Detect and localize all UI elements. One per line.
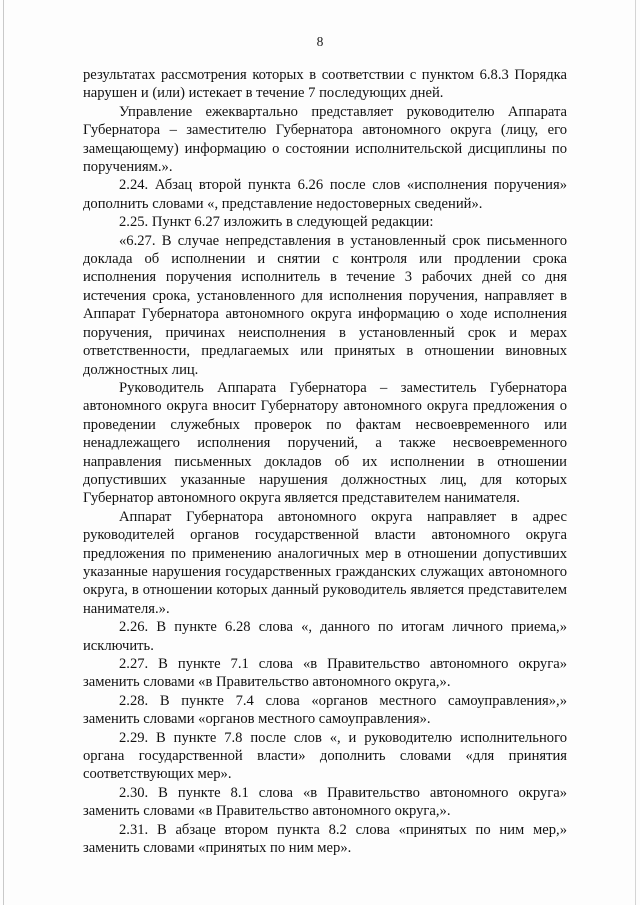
paragraph-head-of-apparatus: Руководитель Аппарата Губернатора – заместитель Губернатора автономного округа вносит Губернатору автономного округа предложения о проведении служебных проверок по фактам несвоевременного или ненадлежащего исполнения поручений, а также несвоевременного направления письменных докладов об их исполнении в отношении допустивших указанные нарушения должностных лиц, для которых Губернатор автономного округа является представителем нанимателя. xyxy=(83,379,567,507)
paragraph-2-30: 2.30. В пункте 8.1 слова «в Правительство автономного округа» заменить словами «в Правительство автономного округа,». xyxy=(83,784,567,820)
paragraph-apparatus-proposals: Аппарат Губернатора автономного округа направляет в адрес руководителей органов государственной власти автономного округа предложения по применению аналогичных мер в отношении допустивших указанные нарушения государственных гражданских служащих автономного округа, в отношении которых данный руководитель является представителем нанимателя.». xyxy=(83,508,567,617)
paragraph-2-24: 2.24. Абзац второй пункта 6.26 после слов «исполнения поручения» дополнить словами «, представление недостоверных сведений». xyxy=(83,177,567,212)
paragraph-2-27: 2.27. В пункте 7.1 слова «в Правительство автономного округа» заменить словами «в Правительство автономного округа,». xyxy=(83,656,567,691)
paragraph-6-27: «6.27. В случае непредставления в установленный срок письменного доклада об исполнении и снятии с контроля или продлении срока исполнения поручения исполнитель в течение 3 рабочих дней со дня истечения срока, установленного для исполнения поручения, направляет в Аппарат Губернатора автономного округа информацию о ходе исполнения поручения, причинах неисполнения в установленный срок и мерах ответственности, предлагаемых или принятых в отношении виновных должностных лиц. xyxy=(83,232,567,378)
paragraph-2-31: 2.31. В абзаце втором пункта 8.2 слова «принятых по ним мер,» заменить словами «принятых по ним мер». xyxy=(83,821,567,857)
paragraph-2-29: 2.29. В пункте 7.8 после слов «, и руководителю исполнительного органа государственной власти» дополнить словами «для принятия соответствующих мер». xyxy=(83,729,567,783)
paragraph-2-28: 2.28. В пункте 7.4 слова «органов местного самоуправления»,» заменить словами «органов местного самоуправления». xyxy=(83,692,567,728)
document-text xyxy=(83,66,567,857)
page-number: 8 xyxy=(316,34,324,49)
paragraph-2-25: 2.25. Пункт 6.27 изложить в следующей редакции: xyxy=(119,214,434,231)
paragraph-2-26: 2.26. В пункте 6.28 слова «, данного по итогам личного приема,» исключить. xyxy=(83,619,567,654)
paragraph-continuation: результатах рассмотрения которых в соответствии с пунктом 6.8.3 Порядка нарушен и (или) истекает в течение 7 последующих дней. xyxy=(83,67,567,102)
scan-edge-right xyxy=(635,0,636,905)
paragraph-management-report: Управление ежеквартально представляет руководителю Аппарата Губернатора – заместителю Губернатора автономного округа (лицу, его замещающему) информацию о состоянии исполнительской дисциплины по поручениям.». xyxy=(83,103,567,176)
scan-edge-left xyxy=(3,0,4,905)
